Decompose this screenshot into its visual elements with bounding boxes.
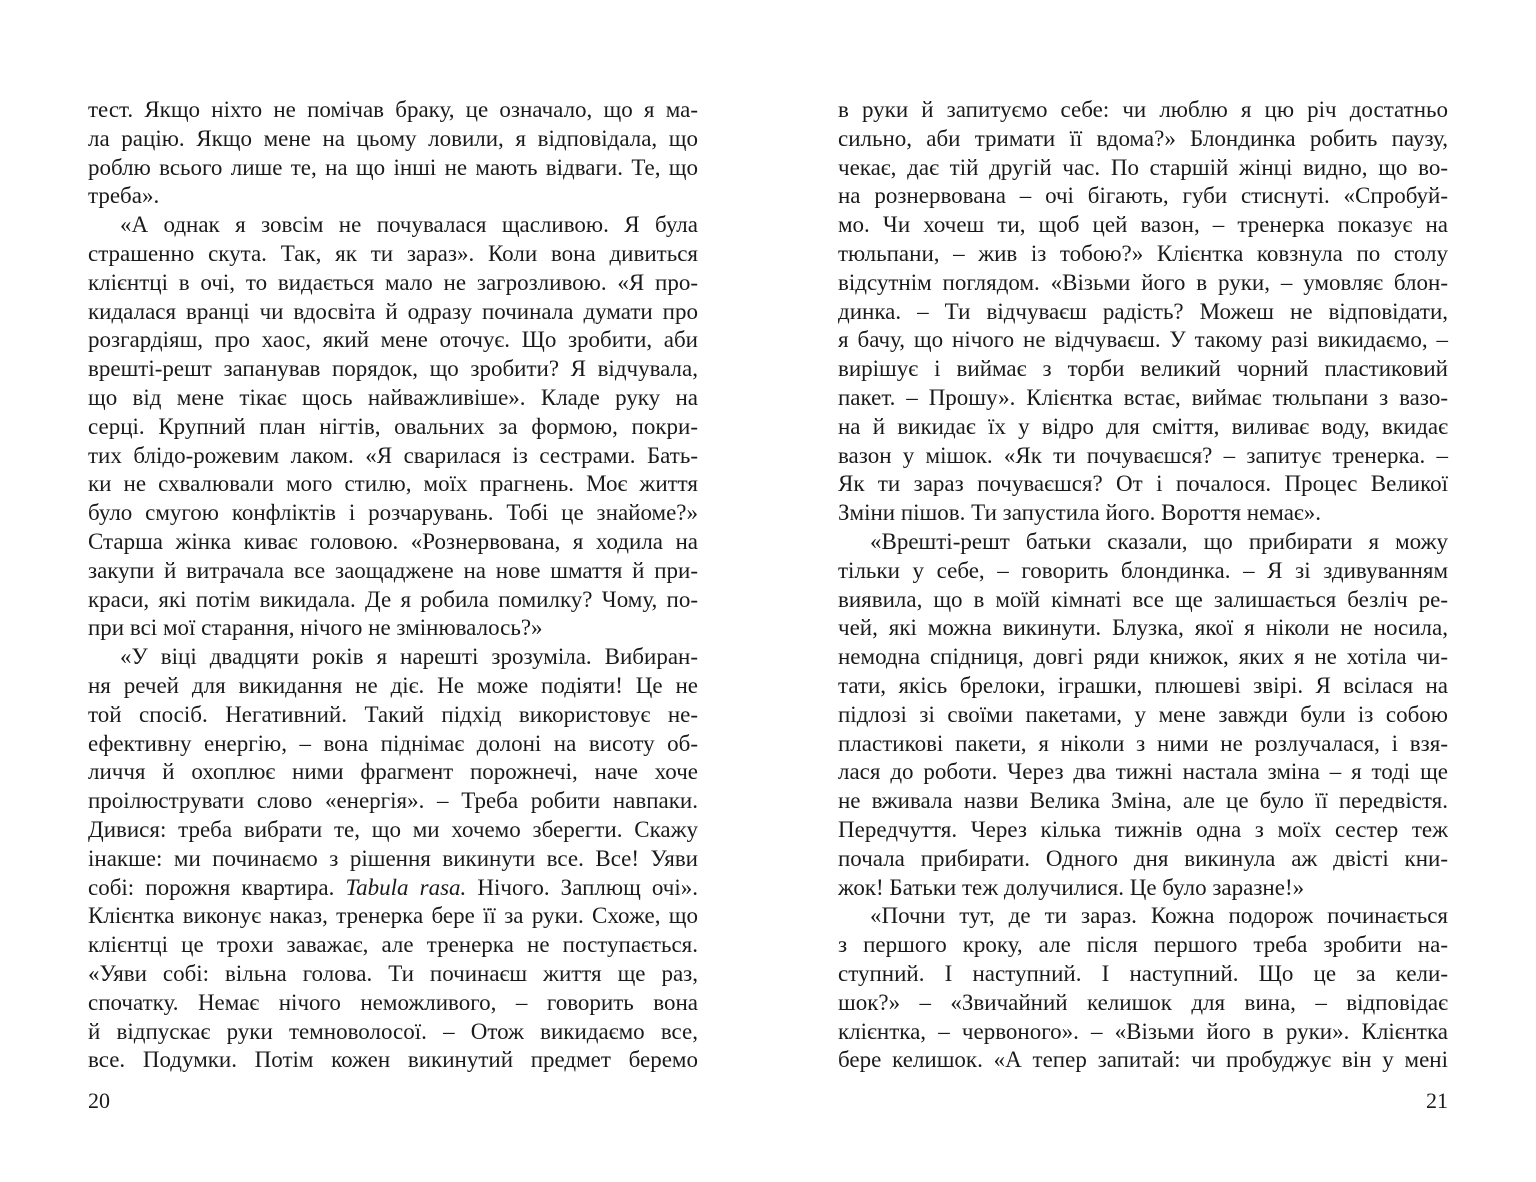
text-line: Як ти зараз почуваєшся? От і почалося. Процес Великої	[838, 471, 1448, 497]
right-page-number: 21	[1426, 1088, 1448, 1113]
text-line: виявила, що в моїй кімнаті все ще залишається безліч ре-	[838, 586, 1448, 612]
text-line: було смугою конфліктів і розчарувань. Тобі це знайоме?»	[88, 500, 698, 526]
text-line: ки не схвалювали мого стилю, моїх прагнень. Моє життя	[88, 471, 698, 497]
text-line: на й викидає їх у відро для сміття, виливає воду, вкидає	[838, 413, 1448, 439]
text-line: відсутнім поглядом. «Візьми його в руки, – умовляє блон-	[838, 269, 1448, 295]
text-line: спочатку. Немає нічого неможливого, – говорить вона	[88, 989, 698, 1015]
text-line: не вживала назви Велика Зміна, але це було її передвістя.	[838, 788, 1448, 814]
text-line	[88, 874, 698, 903]
text-line: сильно, аби тримати її вдома?» Блондинка робить паузу,	[838, 125, 1448, 151]
text-line: мо. Чи хочеш ти, щоб цей вазон, – тренерка показує на	[838, 212, 1448, 238]
text-line: при всі мої старання, нічого не змінювалось?»	[88, 615, 543, 641]
text-line: розгардіяш, про хаос, який мене оточує. Що зробити, аби	[88, 327, 698, 353]
text-line: той спосіб. Негативний. Такий підхід використовує не-	[88, 701, 698, 727]
text-line: інакше: ми починаємо з рішення викинути все. Все! Уяви	[88, 845, 698, 871]
text-line: чекає, дає тій другій час. По старшій жінці видно, що во-	[838, 154, 1448, 180]
text-line: я бачу, що нічого не відчуваєш. У такому разі викидаємо, –	[838, 327, 1448, 353]
text-line: тест. Якщо ніхто не помічав браку, це означало, що я ма-	[88, 97, 698, 122]
text-line: ефективну енергію, – вона піднімає долоні на висоту об-	[88, 730, 698, 756]
text-line: «У віці двадцяти років я нарешті зрозуміла. Вибиран-	[120, 644, 698, 670]
text-line: Клієнтка виконує наказ, тренерка бере її за руки. Схоже, що	[88, 903, 698, 929]
left-page-body	[88, 96, 698, 1075]
text-line: немодна спідниця, довгі ряди книжок, яких я не хотіла чи-	[838, 644, 1448, 670]
text-line: закупи й витрачала все заощаджене на нове шмаття й при-	[88, 557, 698, 583]
text-line: тати, якісь брелоки, іграшки, плюшеві звірі. Я всілася на	[838, 672, 1448, 698]
text-line: підлозі зі своїми пакетами, у мене завжди були із собою	[838, 701, 1448, 727]
text-line: клієнтці це трохи заважає, але тренерка не поступається.	[88, 932, 698, 958]
text-line: личчя й охоплює ними фрагмент порожнечі, наче хоче	[88, 759, 698, 785]
text-line: вазон у мішок. «Як ти почуваєшся? – запитує тренерка. –	[838, 442, 1448, 468]
text-line: Старша жінка киває головою. «Рознервована, я ходила на	[88, 528, 698, 554]
text-line: проілюструвати слово «енергія». – Треба робити навпаки.	[88, 788, 698, 814]
text-line: що від мене тікає щось найважливіше». Кладе руку на	[88, 384, 698, 410]
text-line: краси, які потім викидала. Де я робила помилку? Чому, по-	[88, 586, 698, 612]
text-line: роблю всього лише те, на що інші не мають відваги. Те, що	[88, 154, 698, 180]
text-line: тільки у себе, – говорить блондинка. – Я зі здивуванням	[838, 557, 1448, 583]
text-line: почала прибирати. Одного дня викинула аж двісті кни-	[838, 845, 1448, 871]
text-line: в руки й запитуємо себе: чи люблю я цю річ достатньо	[838, 97, 1448, 122]
text-line: з першого кроку, але після першого треба зробити на-	[838, 932, 1448, 958]
text-line: Зміни пішов. Ти запустила його. Вороття немає».	[838, 500, 1322, 526]
text-line: чей, які можна викинути. Блузка, якої я ніколи не носила,	[838, 615, 1448, 641]
text-line: Дивися: треба вибрати те, що ми хочемо зберегти. Скажу	[88, 816, 698, 842]
text-line: на рознервована – очі бігають, губи стиснуті. «Спробуй-	[838, 183, 1448, 209]
text-line: пластикові пакети, я ніколи з ними не розлучалася, і взя-	[838, 730, 1448, 756]
text-line: й відпускає руки темноволосої. – Отож викидаємо все,	[88, 1018, 698, 1044]
text-line: врешті-решт запанував порядок, що зробити? Я відчувала,	[88, 356, 698, 382]
text-line: ла рацію. Якщо мене на цьому ловили, я відповідала, що	[88, 125, 698, 151]
text-line: «Врешті-решт батьки сказали, що прибирати я можу	[870, 528, 1448, 554]
italic-phrase: Tabula rasa.	[345, 874, 467, 900]
text-line: «А однак я зовсім не почувалася щасливою. Я була	[120, 212, 698, 238]
text-line: все. Подумки. Потім кожен викинутий предмет беремо	[88, 1047, 698, 1073]
text-line: тюльпани, – жив із тобою?» Клієнтка ковзнула по столу	[838, 240, 1448, 266]
text-line: Передчуття. Через кілька тижнів одна з моїх сестер теж	[838, 816, 1448, 842]
text-line: «Уяви собі: вільна голова. Ти починаєш життя ще раз,	[88, 960, 698, 986]
right-page-body	[838, 96, 1448, 1075]
text-line: бере келишок. «А тепер запитай: чи пробуджує він у мені	[838, 1047, 1448, 1073]
left-page-number: 20	[88, 1088, 110, 1113]
text-line: клієнтці в очі, то видається мало не загрозливою. «Я про-	[88, 269, 698, 295]
text-span: собі: порожня квартира.	[88, 874, 346, 900]
text-line: вирішує і виймає з торби великий чорний пластиковий	[838, 356, 1448, 382]
text-line: ступний. І наступний. І наступний. Що це за кели-	[838, 960, 1448, 986]
text-line: серці. Крупний план нігтів, овальних за формою, покри-	[88, 413, 698, 439]
text-line: клієнтка, – червоного». – «Візьми його в руки». Клієнтка	[838, 1018, 1448, 1044]
text-line: страшенно скута. Так, як ти зараз». Коли вона дивиться	[88, 240, 698, 266]
text-line: пакет. – Прошу». Клієнтка встає, виймає тюльпани з вазо-	[838, 384, 1448, 410]
text-line: ня речей для викидання не діє. Не може подіяти! Це не	[88, 672, 698, 698]
text-line: жок! Батьки теж долучилися. Це було заразне!»	[838, 874, 1305, 900]
text-line: динка. – Ти відчуваєш радість? Можеш не відповідати,	[838, 298, 1448, 324]
text-span: Нічого. Заплющ очі».	[466, 874, 698, 900]
text-line: треба».	[88, 183, 160, 209]
text-line: шок?» – «Звичайний келишок для вина, – відповідає	[838, 989, 1448, 1015]
text-line: тих блідо-рожевим лаком. «Я сварилася із сестрами. Бать-	[88, 442, 698, 468]
text-line: кидалася вранці чи вдосвіта й одразу починала думати про	[88, 298, 698, 324]
text-line: «Почни тут, де ти зараз. Кожна подорож починається	[870, 903, 1448, 929]
text-line: лася до роботи. Через два тижні настала зміна – я тоді ще	[838, 759, 1448, 785]
